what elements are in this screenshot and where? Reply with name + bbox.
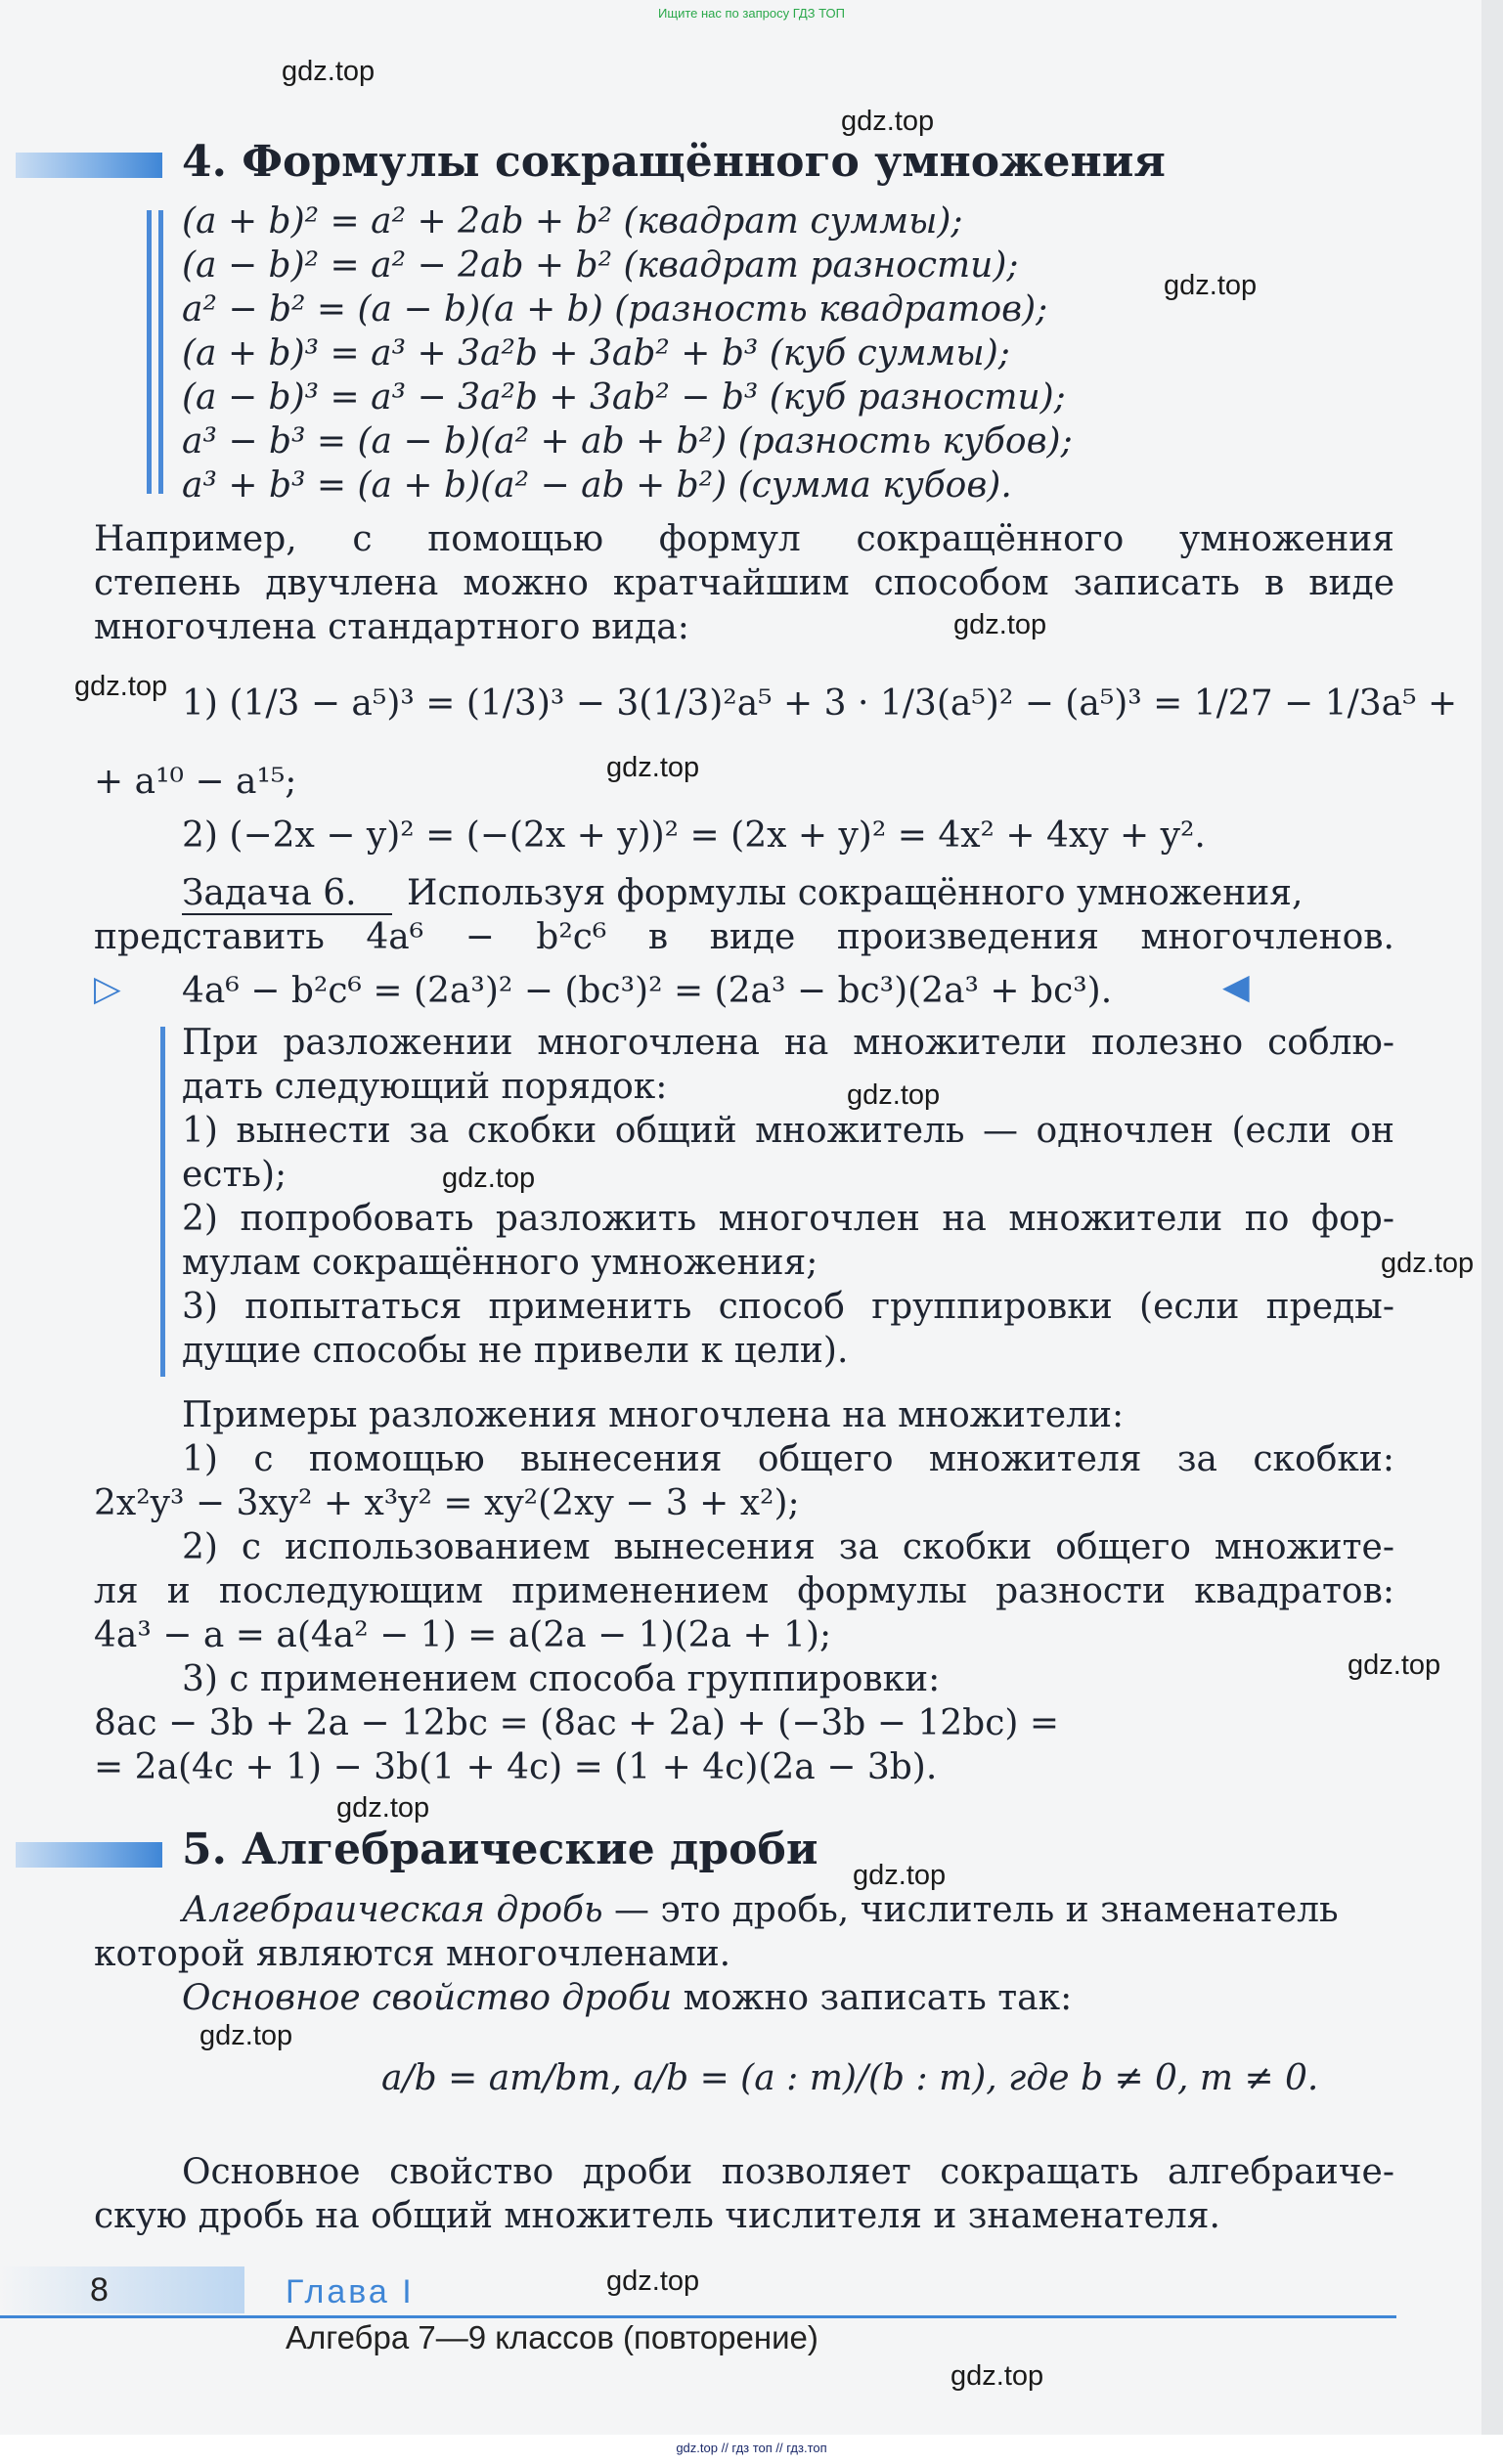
property-rest: можно записать так: — [672, 1978, 1073, 2018]
factor-line: 2x²y³ − 3xy² + x³y² = xy²(2xy − 3 + x²); — [94, 1483, 800, 1523]
example-1-line-2: + a¹⁰ − a¹⁵; — [94, 762, 297, 802]
intro-line: многочлена стандартного вида: — [94, 607, 689, 647]
watermark: gdz.top — [606, 752, 700, 783]
factor-line: 2) с использованием вынесения за скобки общего множите- — [182, 1527, 1394, 1567]
closing-line: скую дробь на общий множитель числителя и знаменателя. — [94, 2196, 1220, 2236]
footer-tab — [0, 2266, 244, 2313]
rule-line: мулам сокращённого умножения; — [182, 1243, 818, 1283]
rule-line: есть); — [182, 1155, 287, 1195]
section-bar — [16, 153, 162, 178]
factor-line: 8ac − 3b + 2a − 12bc = (8ac + 2a) + (−3b − 12bc) = — [94, 1703, 1060, 1743]
watermark: gdz.top — [282, 56, 376, 87]
solution-line: 4a⁶ − b²c⁶ = (2a³)² − (bc³)² = (2a³ − bc³)(2a³ + bc³). — [182, 971, 1113, 1011]
top-note: Ищите нас по запросу ГДЗ ТОП — [658, 6, 845, 21]
watermark: gdz.top — [74, 671, 168, 702]
section-4-title: 4. Формулы сокращённого умножения — [182, 137, 1166, 187]
task-label-underline — [182, 913, 392, 915]
page-edge — [1481, 0, 1503, 2435]
solution-start-icon: ▷ — [94, 969, 121, 1009]
task-label: Задача 6. — [182, 873, 357, 913]
watermark: gdz.top — [1348, 1650, 1441, 1681]
page-number: 8 — [90, 2271, 109, 2309]
watermark: gdz.top — [847, 1079, 941, 1111]
watermark: gdz.top — [1164, 270, 1258, 301]
watermark: gdz.top — [953, 609, 1047, 640]
property-term: Основное свойство дроби — [182, 1978, 673, 2018]
factor-line: ля и последующим применением формулы разности квадратов: — [94, 1571, 1394, 1611]
watermark: gdz.top — [1381, 1248, 1475, 1279]
rule-line: 1) вынести за скобки общий множитель — одночлен (если он — [182, 1111, 1394, 1151]
section-5-title: 5. Алгебраические дроби — [182, 1825, 818, 1874]
definition-rest: — это дробь, числитель и знаменатель — [602, 1890, 1339, 1930]
watermark: gdz.top — [950, 2360, 1044, 2392]
formula-rule-left — [147, 210, 152, 494]
rule-line: дущие способы не привели к цели). — [182, 1331, 849, 1371]
bottom-note: gdz.top // гдз топ // гдз.топ — [676, 2441, 827, 2455]
formula-square-difference: (a − b)² = a² − 2ab + b² (квадрат разности); — [182, 245, 1019, 286]
formula-sum-of-cubes: a³ + b³ = (a + b)(a² − ab + b²) (сумма кубов). — [182, 465, 1012, 506]
formula-rule-right — [158, 210, 163, 494]
watermark: gdz.top — [199, 2020, 293, 2051]
formula-difference-of-squares: a² − b² = (a − b)(a + b) (разность квадратов); — [182, 289, 1048, 330]
factor-line: 4a³ − a = a(4a² − 1) = a(2a − 1)(2a + 1); — [94, 1615, 832, 1655]
watermark: gdz.top — [853, 1860, 947, 1891]
watermark: gdz.top — [442, 1163, 536, 1194]
formula-difference-of-cubes: a³ − b³ = (a − b)(a² + ab + b²) (разность кубов); — [182, 421, 1073, 462]
definition-line-1 — [182, 1889, 1339, 1933]
chapter-subtitle: Алгебра 7—9 классов (повторение) — [286, 2319, 818, 2355]
rule-line: При разложении многочлена на множители полезно соблю- — [182, 1023, 1394, 1063]
task-line-2: представить 4a⁶ − b²c⁶ в виде произведения многочленов. — [94, 917, 1394, 957]
examples-header: Примеры разложения многочлена на множители: — [182, 1395, 1125, 1435]
formula-cube-sum: (a + b)³ = a³ + 3a²b + 3ab² + b³ (куб суммы); — [182, 333, 1010, 374]
example-1-line-1: 1) (1/3 − a⁵)³ = (1/3)³ − 3(1/3)²a⁵ + 3 · 1/3(a⁵)² − (a⁵)³ = 1/27 − 1/3a⁵ + — [182, 683, 1458, 724]
intro-line: степень двучлена можно кратчайшим способом записать в виде — [94, 563, 1394, 603]
formula-square-sum: (a + b)² = a² + 2ab + b² (квадрат суммы); — [182, 201, 963, 242]
watermark: gdz.top — [841, 106, 935, 137]
watermark: gdz.top — [606, 2266, 700, 2297]
definition-term: Алгебраическая дробь — [182, 1890, 603, 1930]
footer-rule — [0, 2315, 1396, 2318]
chapter-label: Глава I — [286, 2273, 415, 2310]
task-line-1: Используя формулы сокращённого умножения, — [407, 873, 1304, 913]
rule-line: 2) попробовать разложить многочлен на множители по фор- — [182, 1199, 1394, 1239]
example-2: 2) (−2x − y)² = (−(2x + y))² = (2x + y)² = 4x² + 4xy + y². — [182, 815, 1206, 856]
definition-line-2: которой являются многочленами. — [94, 1934, 731, 1974]
factor-line: 1) с помощью вынесения общего множителя за скобки: — [182, 1439, 1394, 1479]
rule-line: дать следующий порядок: — [182, 1067, 668, 1107]
rule-line: 3) попытаться применить способ группировки (если преды- — [182, 1287, 1394, 1327]
fraction-formula: a/b = am/bm, a/b = (a : m)/(b : m), где b ≠ 0, m ≠ 0. — [381, 2058, 1319, 2098]
watermark: gdz.top — [336, 1792, 430, 1824]
closing-line: Основное свойство дроби позволяет сокращать алгебраиче- — [182, 2152, 1394, 2192]
factor-line: 3) с применением способа группировки: — [182, 1659, 941, 1699]
solution-end-icon: ◀ — [1222, 967, 1250, 1007]
section-bar — [16, 1842, 162, 1868]
factor-line: = 2a(4c + 1) − 3b(1 + 4c) = (1 + 4c)(2a − 3b). — [94, 1747, 938, 1787]
rule-box-bar — [160, 1027, 165, 1377]
property-line — [182, 1977, 1072, 2021]
formula-cube-difference: (a − b)³ = a³ − 3a²b + 3ab² − b³ (куб разности); — [182, 377, 1066, 418]
intro-line: Например, с помощью формул сокращённого умножения — [94, 519, 1394, 559]
